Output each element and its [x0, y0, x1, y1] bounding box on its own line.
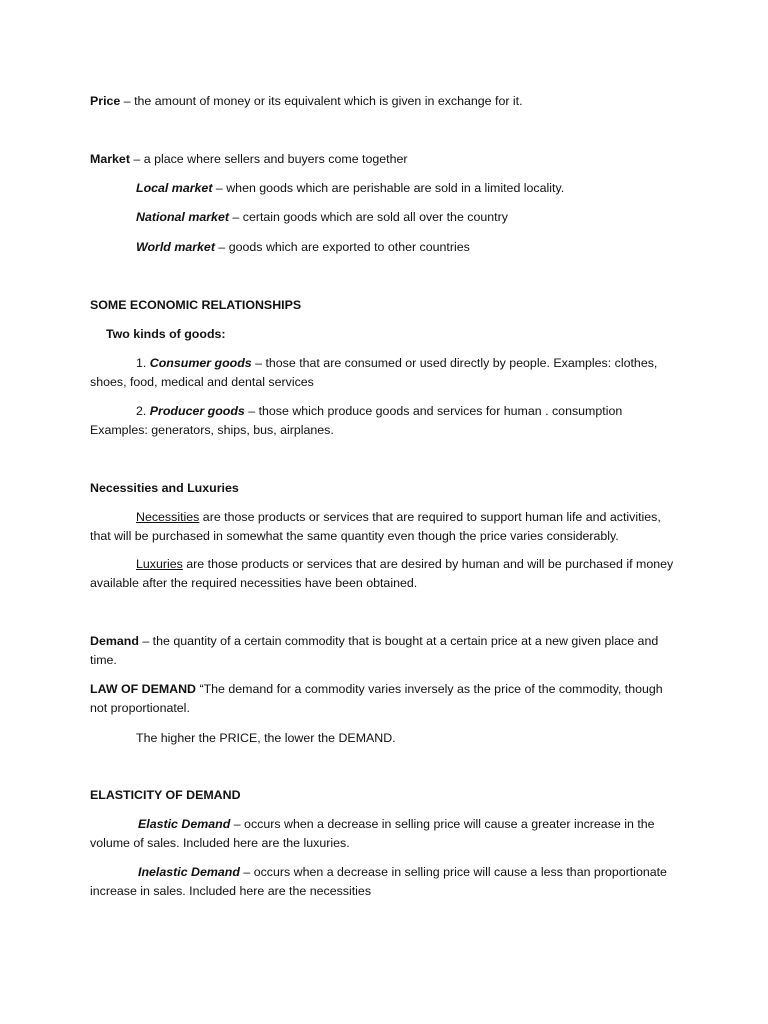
local-market-term: Local market — [136, 181, 213, 195]
price-definition — [90, 92, 680, 111]
necessities-term: Necessities — [136, 510, 200, 524]
law-of-demand-term: LAW OF DEMAND — [90, 682, 196, 696]
elastic-demand-term: Elastic Demand — [138, 817, 231, 831]
consumer-goods-term: Consumer goods — [149, 356, 252, 370]
law-of-demand-note: The higher the PRICE, the lower the DEMAND. — [136, 731, 396, 745]
world-market-text: – goods which are exported to other countries — [214, 240, 470, 254]
market-text: – a place where sellers and buyers come together — [129, 152, 408, 166]
producer-goods-item — [90, 402, 680, 440]
local-market-item — [136, 179, 680, 198]
inelastic-demand-paragraph — [90, 863, 680, 901]
elastic-demand-paragraph — [90, 815, 680, 853]
section-heading-relationships: SOME ECONOMIC RELATIONSHIPS — [90, 298, 302, 312]
price-term: Price — [90, 94, 121, 108]
demand-term: Demand — [90, 634, 139, 648]
inelastic-demand-term: Inelastic Demand — [138, 865, 240, 879]
luxuries-term: Luxuries — [136, 557, 183, 571]
law-of-demand — [90, 680, 680, 718]
item-number: 1. — [136, 356, 150, 370]
inelastic-demand-text: – occurs when a decrease in selling price will cause a less than proportionate increase in sales. Included here are the necessities — [90, 865, 667, 898]
luxuries-paragraph — [90, 555, 680, 593]
goods-subheading: Two kinds of goods: — [106, 327, 226, 341]
law-of-demand-text: “The demand for a commodity varies inversely as the price of the commodity, though not proportionatel. — [90, 682, 663, 715]
consumer-goods-text: – those that are consumed or used directly by people. Examples: clothes, shoes, food, medical and dental services — [90, 356, 658, 389]
necessities-paragraph — [90, 508, 680, 546]
national-market-text: – certain goods which are sold all over the country — [228, 210, 508, 224]
market-definition — [90, 150, 680, 169]
necessities-text: are those products or services that are required to support human life and activities, that will be purchased in somewhat the same quantity even though the price varies considerably. — [90, 510, 661, 543]
section-heading-elasticity: ELASTICITY OF DEMAND — [90, 788, 241, 802]
section-heading-necessities: Necessities and Luxuries — [90, 481, 239, 495]
market-term: Market — [90, 152, 130, 166]
elastic-demand-text: – occurs when a decrease in selling price will cause a greater increase in the volume of sales. Included here are the luxuries. — [90, 817, 655, 850]
price-text: – the amount of money or its equivalent which is given in exchange for it. — [120, 94, 523, 108]
consumer-goods-item — [90, 354, 680, 392]
luxuries-text: are those products or services that are desired by human and will be purchased if money available after the required necessities have been obtained. — [90, 557, 674, 590]
world-market-term: World market — [136, 240, 215, 254]
local-market-text: – when goods which are perishable are sold in a limited locality. — [212, 181, 565, 195]
producer-goods-text: – those which produce goods and services for human . consumption Examples: generators, ships, bus, airplanes. — [90, 404, 623, 437]
item-number: 2. — [136, 404, 150, 418]
demand-definition — [90, 632, 680, 670]
national-market-term: National market — [136, 210, 229, 224]
world-market-item — [136, 238, 680, 257]
national-market-item — [136, 208, 680, 227]
producer-goods-term: Producer goods — [149, 404, 245, 418]
demand-text: – the quantity of a certain commodity that is bought at a certain price at a new given place and time. — [90, 634, 659, 667]
